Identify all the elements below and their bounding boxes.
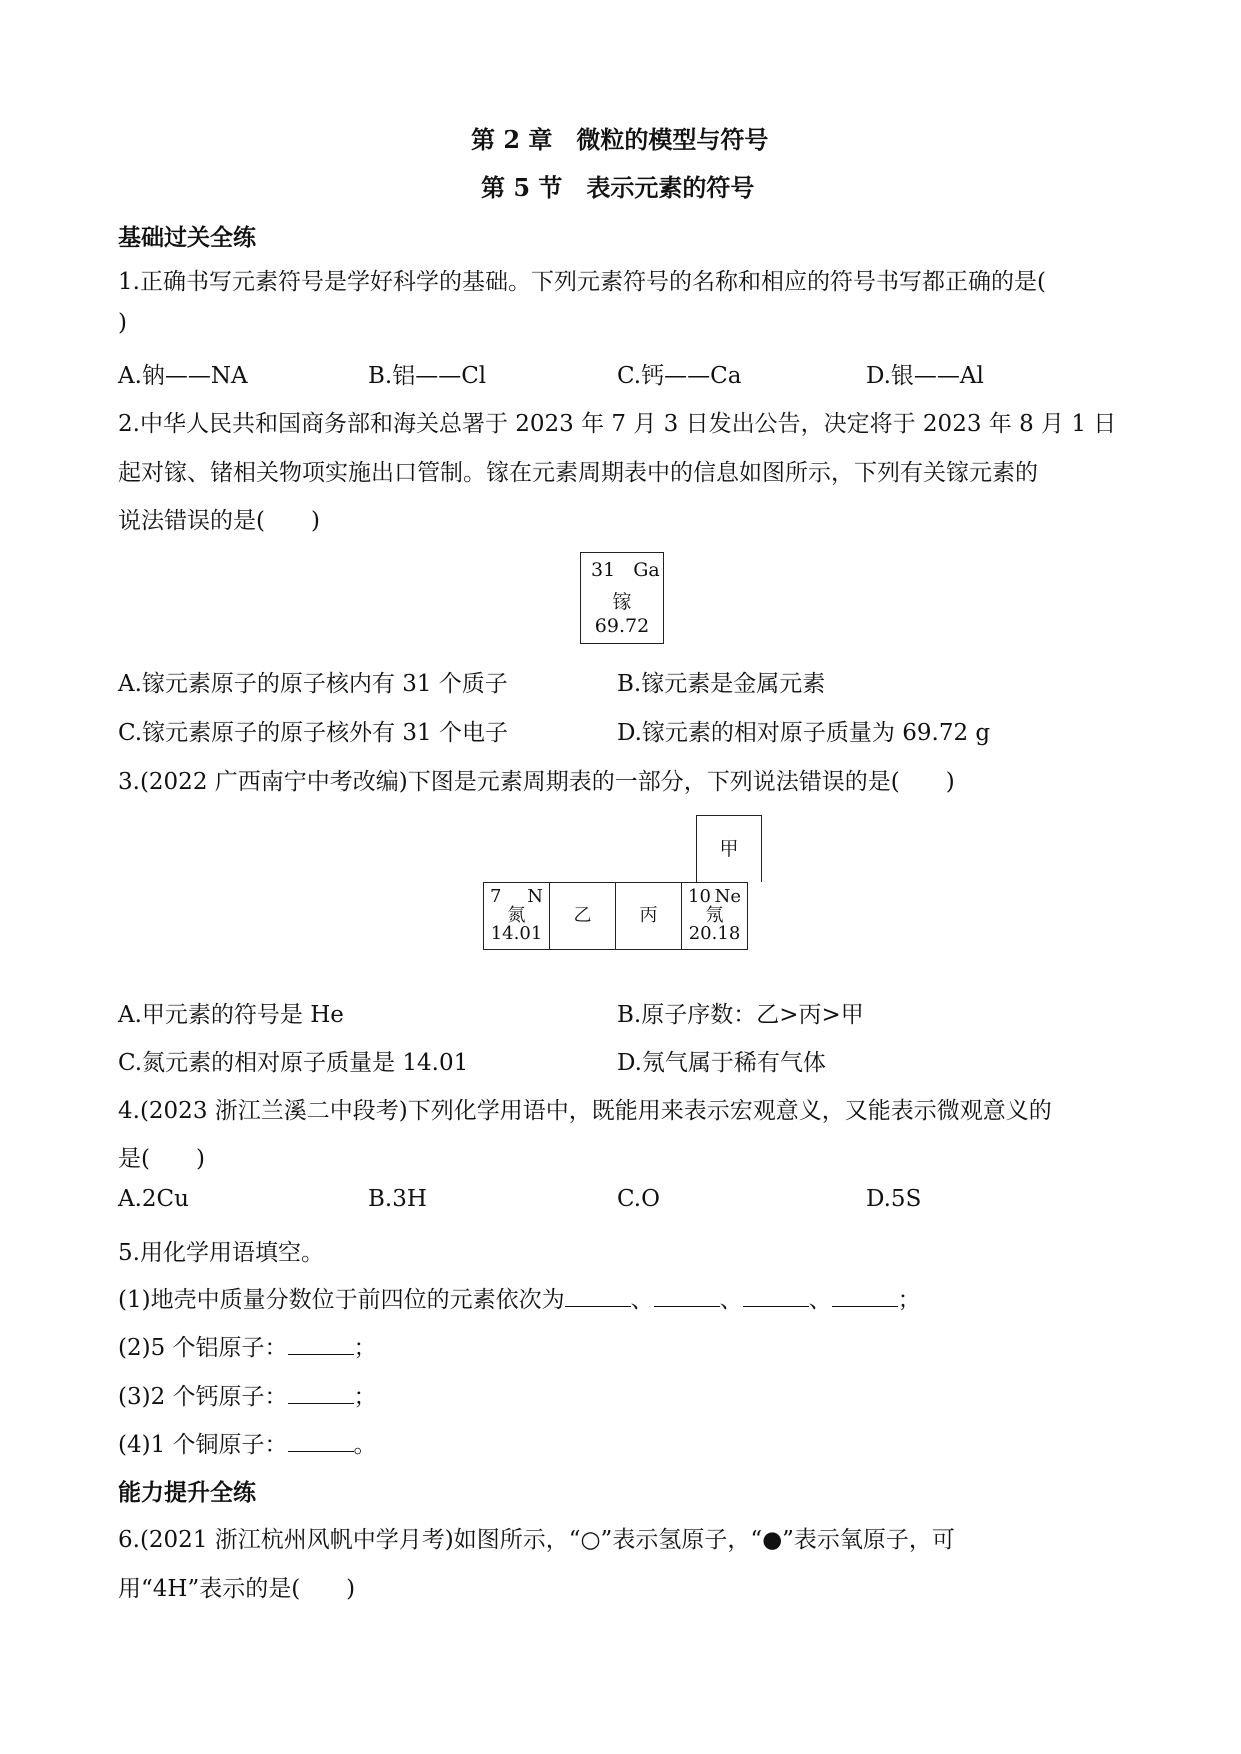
q5-part4 — [118, 1426, 377, 1459]
period: 。 — [353, 1432, 377, 1458]
q5-part2-prefix: (2)5 个铝原子： — [118, 1335, 288, 1361]
q1-stem-line2: ) — [118, 310, 127, 336]
q2-option-d: D.镓元素的相对原子质量为 69.72 g — [617, 720, 991, 746]
q5-part2 — [118, 1329, 377, 1362]
q3-option-b: B.原子序数：乙>丙>甲 — [617, 1002, 864, 1028]
answer-blank[interactable] — [288, 1383, 354, 1404]
answer-blank[interactable] — [654, 1286, 720, 1307]
q3-stem: 3.(2022 广西南宁中考改编)下图是元素周期表的一部分，下列说法错误的是( ) — [118, 769, 955, 795]
semicolon: ； — [353, 1335, 377, 1361]
periodic-cell-nitrogen — [484, 883, 550, 950]
q4-option-d: D.5S — [866, 1186, 922, 1212]
n-name: 氮 — [507, 904, 526, 926]
section-heading-advanced: 能力提升全练 — [118, 1480, 256, 1506]
answer-blank[interactable] — [565, 1286, 631, 1307]
ga-atomic-number: 31 — [591, 559, 616, 581]
q4-option-c: C.O — [617, 1186, 660, 1212]
q6-stem-line2: 用“4H”表示的是( ) — [118, 1576, 356, 1602]
q2-option-c: C.镓元素原子的原子核外有 31 个电子 — [118, 720, 508, 746]
q3-option-d: D.氖气属于稀有气体 — [617, 1050, 826, 1076]
q5-stem: 5.用化学用语填空。 — [118, 1240, 324, 1266]
chapter-title: 第 2 章 微粒的模型与符号 — [471, 125, 769, 154]
q1-stem-line1: 1.正确书写元素符号是学好科学的基础。下列元素符号的名称和相应的符号书写都正确的是( — [118, 269, 1046, 295]
semicolon: ； — [353, 1384, 377, 1410]
q6-stem-line1: 6.(2021 浙江杭州风帆中学月考)如图所示，“○”表示氢原子，“●”表示氧原子，可 — [118, 1527, 955, 1553]
q2-stem-line3: 说法错误的是( ) — [118, 508, 320, 534]
ga-name: 镓 — [612, 591, 632, 613]
separator: 、 — [719, 1287, 743, 1313]
n-mass: 14.01 — [490, 923, 543, 945]
periodic-cell-bing: 丙 — [616, 883, 682, 950]
periodic-cell-jia: 甲 — [696, 815, 762, 882]
q5-part3 — [118, 1378, 377, 1411]
section-title: 第 5 节 表示元素的符号 — [481, 173, 755, 202]
ga-symbol: Ga — [633, 559, 660, 581]
q4-option-a: A.2Cu — [118, 1186, 189, 1212]
q4-stem-line1: 4.(2023 浙江兰溪二中段考)下列化学用语中，既能用来表示宏观意义，又能表示微观意义的 — [118, 1098, 1052, 1124]
q3-option-a: A.甲元素的符号是 He — [118, 1002, 344, 1028]
q1-option-d: D.银——Al — [866, 363, 984, 389]
ne-name: 氖 — [705, 904, 724, 926]
q4-stem-line2: 是( ) — [118, 1146, 205, 1172]
q2-stem-line1: 2.中华人民共和国商务部和海关总署于 2023 年 7 月 3 日发出公告，决定将于 2023 年 8 月 1 日 — [118, 411, 1117, 437]
periodic-cell-yi: 乙 — [550, 883, 616, 950]
periodic-table-fragment — [483, 882, 748, 950]
q5-part1-prefix: (1)地壳中质量分数位于前四位的元素依次为 — [118, 1287, 565, 1313]
q3-option-c: C.氮元素的相对原子质量是 14.01 — [118, 1050, 469, 1076]
gallium-element-card — [580, 552, 664, 644]
q5-part3-prefix: (3)2 个钙原子： — [118, 1384, 288, 1410]
answer-blank[interactable] — [743, 1286, 809, 1307]
q5-part4-prefix: (4)1 个铜原子： — [118, 1432, 288, 1458]
answer-blank[interactable] — [288, 1334, 354, 1355]
q2-stem-line2: 起对镓、锗相关物项实施出口管制。镓在元素周期表中的信息如图所示，下列有关镓元素的 — [118, 460, 1038, 486]
ne-atomic-number: 10 — [688, 885, 711, 907]
q4-option-b: B.3H — [368, 1186, 427, 1212]
q2-option-b: B.镓元素是金属元素 — [617, 671, 826, 697]
answer-blank[interactable] — [832, 1286, 898, 1307]
ne-mass: 20.18 — [688, 923, 741, 945]
semicolon: ； — [897, 1287, 921, 1313]
q1-option-b: B.铝——Cl — [368, 363, 487, 389]
ne-symbol: Ne — [714, 885, 741, 907]
q2-option-a: A.镓元素原子的原子核内有 31 个质子 — [118, 671, 508, 697]
q1-option-c: C.钙——Ca — [617, 363, 742, 389]
ga-mass: 69.72 — [594, 615, 650, 637]
n-symbol: N — [527, 885, 543, 907]
separator: 、 — [808, 1287, 832, 1313]
separator: 、 — [630, 1287, 654, 1313]
answer-blank[interactable] — [288, 1431, 354, 1452]
q5-part1 — [118, 1281, 921, 1314]
q1-option-a: A.钠——NA — [118, 363, 248, 389]
n-atomic-number: 7 — [490, 885, 502, 907]
periodic-cell-neon — [682, 883, 748, 950]
section-heading-basic: 基础过关全练 — [118, 225, 256, 251]
